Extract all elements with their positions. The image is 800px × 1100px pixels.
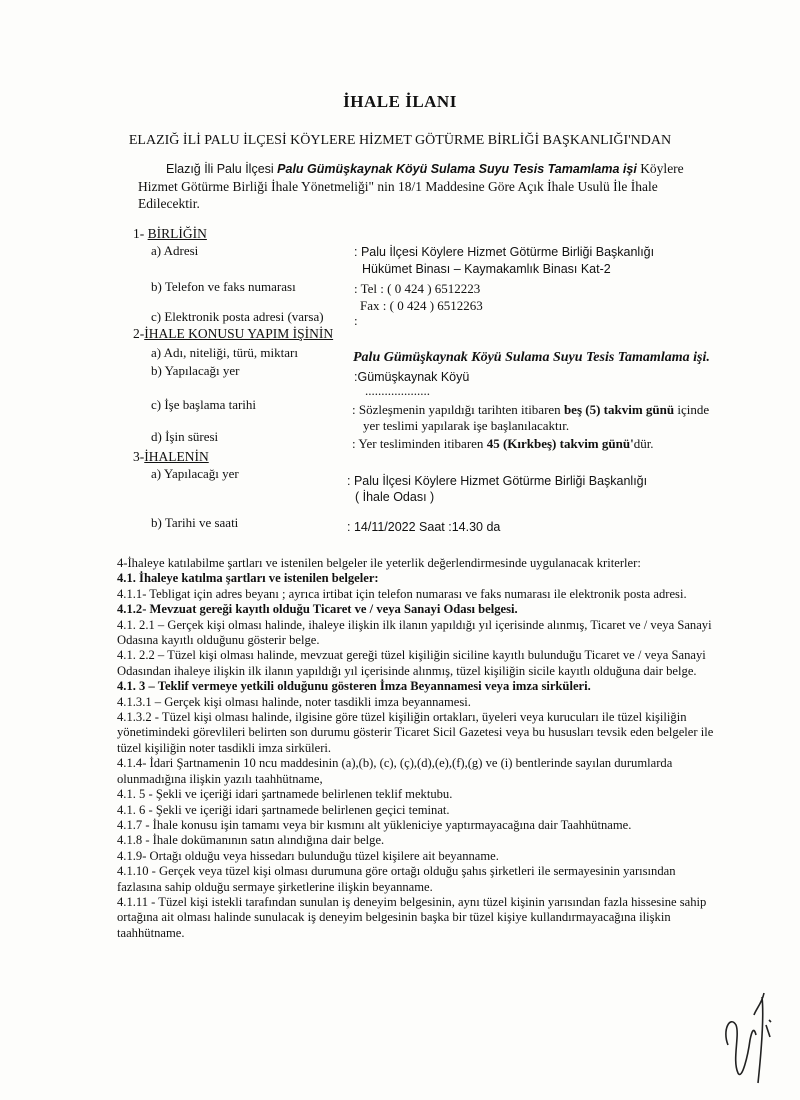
criteria-item: 4.1.10 - Gerçek veya tüzel kişi olması durumuna göre ortağı olduğu şahıs şirketleri ile sermayesinin yarısından fazlasına sahip olduğu sermaye şirketlerine ilişkin beyanname. <box>117 864 676 894</box>
email-label: c) Elektronik posta adresi (varsa) <box>151 309 324 324</box>
tender-date-label: b) Tarihi ve saati <box>151 515 239 530</box>
start-line1-text: : Sözleşmenin yapıldığı tarihten itibaren <box>352 402 564 417</box>
place-label: b) Yapılacağı yer <box>151 363 240 378</box>
duration-text: : Yer tesliminden itibaren <box>352 436 487 451</box>
criteria-item: 4.1.3.1 – Gerçek kişi olması halinde, noter tasdikli imza beyannamesi. <box>117 694 471 709</box>
criteria-item: 4.1. 6 - Şekli ve içeriği idari şartnamede belirlenen geçici teminat. <box>117 802 450 817</box>
criteria-item: 4.1.9- Ortağı olduğu veya hissedarı bulunduğu tüzel kişilere ait beyanname. <box>117 848 499 863</box>
section3-heading <box>133 449 209 465</box>
duration-end: dür. <box>633 436 654 451</box>
criteria-item: 4.1. 3 – Teklif vermeye yetkili olduğunu gösteren İmza Beyannamesi veya imza sirküleri. <box>117 679 591 694</box>
section2-number: 2- <box>133 326 145 341</box>
duration-label: d) İşin süresi <box>151 429 219 444</box>
tender-place-label: a) Yapılacağı yer <box>151 466 239 481</box>
criteria-item: 4.1.7 - İhale konusu işin tamamı veya bir kısmını alt yükleniciye yaptırmayacağına dair Taahhütname. <box>117 817 632 832</box>
address-label: a) Adresi <box>151 243 199 258</box>
criteria-item: 4.1. İhaleye katılma şartları ve istenilen belgeler: <box>117 571 379 586</box>
section2-title: İHALE KONUSU YAPIM İŞİNİN <box>144 326 334 341</box>
start-label: c) İşe başlama tarihi <box>151 397 257 412</box>
section2-heading <box>133 326 333 342</box>
start-line1-end: içinde <box>674 402 710 417</box>
place-value: :Gümüşkaynak Köyü <box>354 370 470 384</box>
name-label: a) Adı, niteliği, türü, miktarı <box>151 345 298 360</box>
duration-period: 45 (Kırkbeş) takvim günü' <box>486 436 634 451</box>
address-line2: Hükümet Binası – Kaymakamlık Binası Kat-2 <box>362 262 611 276</box>
criteria-item: 4.1. 2.2 – Tüzel kişi olması halinde, mevzuat gereği tüzel kişiliğin siciline kayıtlı bulunduğu Ticaret ve / veya Sanayi Odasından ihaleye ilişkin ilk ilanın yapıldığı yıl içerisinde alınmış, tüzel kişiliğin sicile kayıtlı olduğuna dair belge. <box>117 648 706 678</box>
section3-title: İHALENİN <box>144 449 209 464</box>
tender-place-line2: ( İhale Odası ) <box>355 490 435 504</box>
duration-value <box>352 436 654 452</box>
intro-part1: Elazığ İli Palu İlçesi <box>166 162 278 176</box>
criteria-item: 4.1.1- Tebligat için adres beyanı ; ayrıca irtibat için telefon numarası ve faks numarası ile elektronik posta adresi. <box>117 586 687 601</box>
intro-part2: Köylere Hizmet Götürme Birliği İhale Yönetmeliği" nin 18/1 Maddesine Göre Açık İhale Usulü İle İhale Edilecektir. <box>138 161 684 211</box>
fax-value: Fax : ( 0 424 ) 6512263 <box>360 298 483 313</box>
start-period: beş (5) takvim günü <box>563 402 675 417</box>
criteria-item: 4.1.4- İdari Şartnamenin 10 ncu maddesinin (a),(b), (c), (ç),(d),(e),(f),(g) ve (i) bentlerinde sayılan durumlarda olunmadığına ilişkin yazılı taahhütname, <box>117 756 673 786</box>
email-value: : <box>354 313 358 328</box>
criteria-item: 4.1.11 - Tüzel kişi istekli tarafından sunulan iş deneyim belgesinin, aynı tüzel kişinin yarısından fazla hissesine sahip ortağına ait olması halinde sunulacak iş deneyim belgesinin başka bir tüzel kişiye kullandırmayacağına ilişkin taahhütname. <box>117 894 707 940</box>
criteria-list <box>117 556 717 941</box>
section3-number: 3- <box>133 449 145 464</box>
intro-paragraph <box>138 160 718 212</box>
section1-title: BİRLİĞİN <box>147 226 207 241</box>
section1-heading <box>133 226 207 242</box>
criteria-item: 4.1.2- Mevzuat gereği kayıtlı olduğu Ticaret ve / veya Sanayi Odası belgesi. <box>117 602 518 617</box>
criteria-item: 4.1.3.2 - Tüzel kişi olması halinde, ilgisine göre tüzel kişiliğin ortakları, üyeleri veya kurucuları ile tüzel kişiliğin yönetimindeki görevlileri belirten son durumu gösterir Ticaret Sicil Gazetesi veya bu hususları tevsik eden belgeler ile tüzel kişiliğin noter tasdikli imza sirküleri. <box>117 710 714 755</box>
handwritten-signature <box>718 985 778 1085</box>
dots: .................... <box>365 383 430 398</box>
tender-place-line1: : Palu İlçesi Köylere Hizmet Götürme Birliği Başkanlığı <box>347 474 648 488</box>
start-line1 <box>352 402 709 418</box>
criteria-item: 4.1. 5 - Şekli ve içeriği idari şartnamede belirlenen teklif mektubu. <box>117 787 453 802</box>
document-title: İHALE İLANI <box>343 92 457 111</box>
criteria-item: 4.1.8 - İhale dokümanının satın alındığına dair belge. <box>117 833 385 848</box>
tel-value: : Tel : ( 0 424 ) 6512223 <box>354 281 481 296</box>
name-value: Palu Gümüşkaynak Köyü Sulama Suyu Tesis Tamamlama işi. <box>353 350 710 365</box>
tender-date-value: : 14/11/2022 Saat :14.30 da <box>347 520 501 534</box>
address-line1: : Palu İlçesi Köylere Hizmet Götürme Birliği Başkanlığı <box>354 245 655 259</box>
section1-number: 1- <box>133 226 148 241</box>
criteria-item: 4-İhaleye katılabilme şartları ve istenilen belgeler ile yeterlik değerlendirmesinde uygulanacak kriterler: <box>117 556 641 570</box>
criteria-item: 4.1. 2.1 – Gerçek kişi olması halinde, ihaleye ilişkin ilk ilanın yapıldığı yıl içerisinde alınmış, Ticaret ve / veya Sanayi Odasına kayıtlı olduğunu gösterir belge. <box>117 617 712 648</box>
intro-project-name: Palu Gümüşkaynak Köyü Sulama Suyu Tesis Tamamlama işi <box>277 162 637 176</box>
issuer-heading: ELAZIĞ İLİ PALU İLÇESİ KÖYLERE HİZMET GÖTÜRME BİRLİĞİ BAŞKANLIĞI'NDAN <box>128 133 672 148</box>
start-line2: yer teslimi yapılarak işe başlanılacaktır. <box>363 418 570 433</box>
phone-label: b) Telefon ve faks numarası <box>151 279 296 294</box>
